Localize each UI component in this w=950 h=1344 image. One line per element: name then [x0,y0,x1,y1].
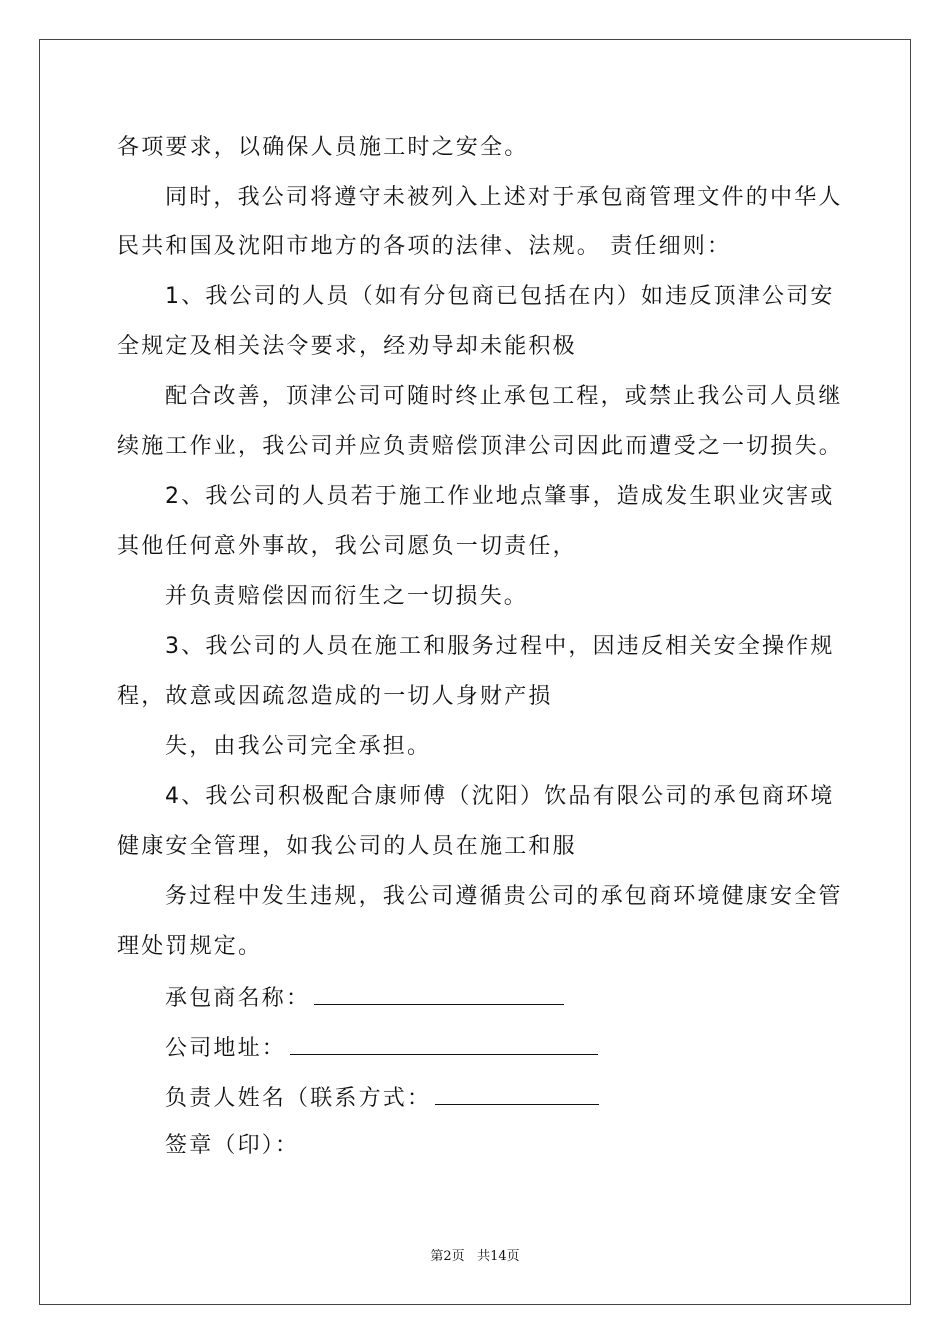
address-field[interactable] [290,1032,598,1055]
contact-field[interactable] [435,1082,599,1105]
body-line-2: 同时，我公司将遵守未被列入上述对于承包商管理文件的中华人 [165,185,843,210]
body-line-1: 各项要求，以确保人员施工时之安全。 [117,135,529,160]
body-line-16: 务过程中发生违规，我公司遵循贵公司的承包商环境健康安全管 [165,884,843,909]
body-line-9: 其他任何意外事故，我公司愿负一切责任， [117,534,577,559]
page-footer [0,1245,950,1264]
body-line-13: 失，由我公司完全承担。 [165,734,432,759]
address-row [165,1032,598,1064]
body-line-17: 理处罚规定。 [117,934,263,959]
page-current: 第2页 [430,1249,465,1264]
contact-row [165,1082,599,1114]
body-line-8: 2、我公司的人员若于施工作业地点肇事，造成发生职业灾害或 [165,484,835,509]
body-line-3: 民共和国及沈阳市地方的各项的法律、法规。 责任细则： [117,234,732,259]
page-total: 共14页 [477,1249,520,1264]
signature-row [165,1131,299,1161]
signature-label: 签章（印）： [165,1133,300,1158]
body-line-5: 全规定及相关法令要求，经劝导却未能积极 [117,334,577,359]
contractor-name-row [165,982,564,1014]
body-line-15: 健康安全管理，如我公司的人员在施工和服 [117,834,577,859]
address-label: 公司地址： [165,1036,287,1061]
body-line-11: 3、我公司的人员在施工和服务过程中，因违反相关安全操作规 [165,634,835,659]
body-line-4: 1、我公司的人员（如有分包商已包括在内）如违反顶津公司安 [165,284,835,309]
contractor-name-label: 承包商名称： [165,986,311,1011]
body-line-10: 并负责赔偿因而衍生之一切损失。 [165,584,529,609]
body-line-14: 4、我公司积极配合康师傅（沈阳）饮品有限公司的承包商环境 [165,784,835,809]
page-frame [39,39,911,1305]
body-line-7: 续施工作业，我公司并应负责赔偿顶津公司因此而遭受之一切损失。 [117,434,844,459]
body-line-6: 配合改善，顶津公司可随时终止承包工程，或禁止我公司人员继 [165,384,843,409]
contact-label: 负责人姓名（联系方式： [165,1086,432,1111]
body-line-12: 程，故意或因疏忽造成的一切人身财产损 [117,684,553,709]
contractor-name-field[interactable] [314,982,564,1005]
